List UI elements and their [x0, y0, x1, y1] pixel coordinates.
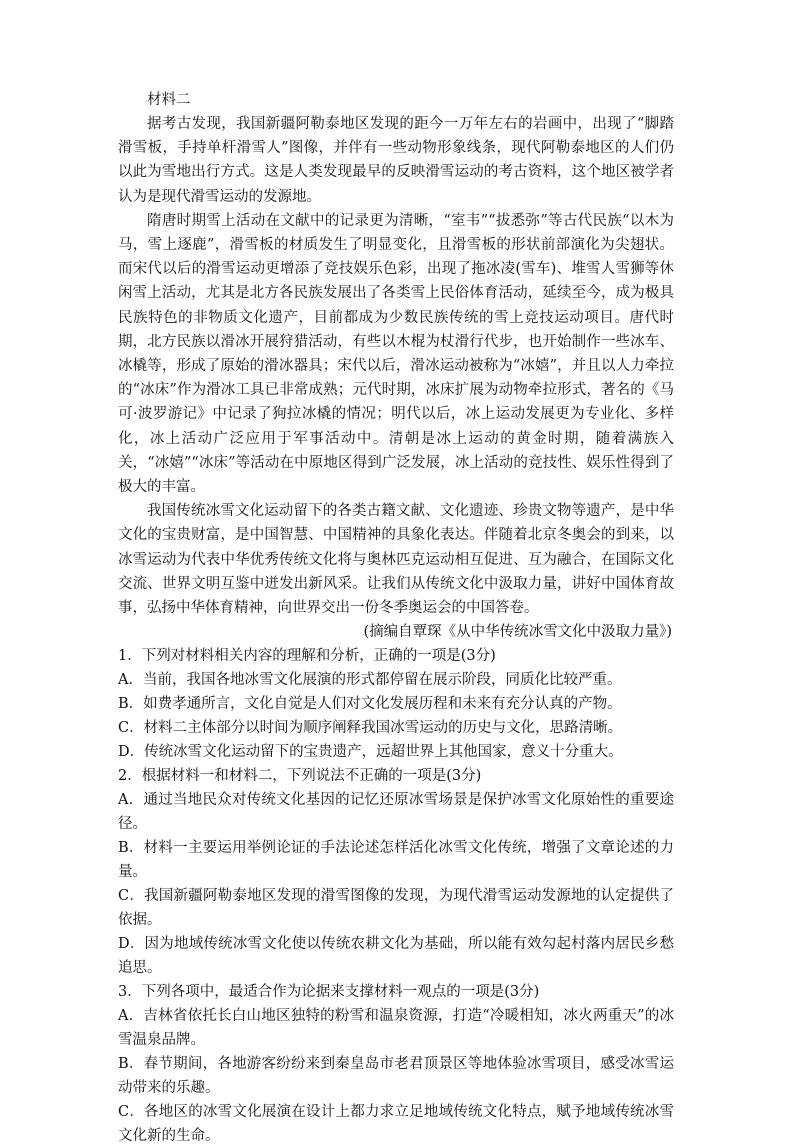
option-c: C．材料二主体部分以时间为顺序阐释我国冰雪运动的历史与文化，思路清晰。 — [118, 720, 623, 737]
option-c: C．各地区的冰雪文化展演在设计上都力求立足地域传统文化特点，赋予地域传统冰雪文化新的生命。 — [118, 1104, 674, 1145]
material-two-heading: 材料二 — [147, 92, 191, 108]
question-stem: 2．根据材料一和材料二，下列说法不正确的一项是(3分) — [118, 768, 482, 785]
option-d: D．传统冰雪文化运动留下的宝贵遗产，远超世界上其他国家，意义十分重大。 — [118, 744, 623, 761]
material-paragraph-1: 据考古发现，我国新疆阿勒泰地区发现的距今一万年左右的岩画中，出现了“脚踏滑雪板，手持单杆滑雪人”图像，并伴有一些动物形象线条，现代阿勒泰地区的人们仍以此为雪地出行方式。这是人类发现最早的反映滑雪运动的考古资料，这个地区被学者认为是现代滑雪运动的发源地。 — [118, 116, 674, 205]
option-a: A．通过当地民众对传统文化基因的记忆还原冰雪场景是保护冰雪文化原始性的重要途径。 — [118, 792, 674, 833]
material-paragraph-3: 我国传统冰雪文化运动留下的各类古籍文献、文化遗迹、珍贵文物等遗产，是中华文化的宝贵财富，是中国智慧、中国精神的具象化表达。伴随着北京冬奥会的到来，以冰雪运动为代表中华优秀传统文化将与奥林匹克运动相互促进、互为融合，在国际文化交流、世界文明互鉴中迸发出新风采。让我们从传统文化中汲取力量，讲好中国体育故事，弘扬中华体育精神，向世界交出一份冬季奥运会的中国答卷。 — [118, 503, 674, 617]
source-citation: (摘编自覃琛《从中华传统冰雪文化中汲取力量》) — [363, 624, 672, 641]
option-d: D．因为地域传统冰雪文化使以传统农耕文化为基础，所以能有效勾起村落内居民乡愁追思。 — [118, 936, 674, 977]
option-b: B．如费孝通所言，文化自觉是人们对文化发展历程和未来有充分认真的产物。 — [118, 696, 622, 713]
option-a: A．吉林省依托长白山地区独特的粉雪和温泉资源，打造“冷暖相知，冰火两重天”的冰雪温泉品牌。 — [118, 1008, 674, 1049]
page-content — [118, 88, 674, 1148]
option-b: B．材料一主要运用举例论证的手法论述怎样活化冰雪文化传统，增强了文章论述的力量。 — [118, 840, 674, 881]
question-stem: 3．下列各项中，最适合作为论据来支撑材料一观点的一项是(3分) — [118, 984, 540, 1001]
option-c: C．我国新疆阿勒泰地区发现的滑雪图像的发现，为现代滑雪运动发源地的认定提供了依据。 — [118, 888, 674, 929]
question-2 — [118, 764, 674, 980]
option-a: A．当前，我国各地冰雪文化展演的形式都停留在展示阶段，同质化比较严重。 — [118, 672, 622, 689]
option-b: B．春节期间，各地游客纷纷来到秦皇岛市老君顶景区等地体验冰雪项目，感受冰雪运动带来的乐趣。 — [118, 1056, 674, 1097]
question-stem: 1．下列对材料相关内容的理解和分析，正确的一项是(3分) — [118, 648, 496, 665]
question-1 — [118, 644, 674, 764]
material-paragraph-2: 隋唐时期雪上活动在文献中的记录更为清晰，“室韦”“拔悉弥”等古代民族“以木为马，雪上逐鹿”，滑雪板的材质发生了明显变化，且滑雪板的形状前部演化为尖翅状。而宋代以后的滑雪运动更增添了竞技娱乐色彩，出现了拖冰凌(雪车)、堆雪人雪狮等休闲雪上活动，尤其是北方各民族发展出了各类雪上民俗体育活动，延续至今，成为极具民族特色的非物质文化遗产，目前都成为少数民族传统的雪上竞技运动项目。唐代时期，北方民族以滑冰开展狩猎活动，有些以木棍为杖滑行代步，也开始制作一些冰车、冰橇等，形成了原始的滑冰器具；宋代以后，滑冰运动被称为“冰嬉”，并且以人力牵拉的“冰床”作为滑冰工具已非常成熟；元代时期，冰床扩展为动物牵拉形式，著名的《马可·波罗游记》中记录了狗拉冰橇的情况；明代以后，冰上运动发展更为专业化、多样化，冰上活动广泛应用于军事活动中。清朝是冰上运动的黄金时期，随着满族入关，“冰嬉”“冰床”等活动在中原地区得到广泛发展，冰上活动的竞技性、娱乐性得到了极大的丰富。 — [118, 212, 674, 496]
